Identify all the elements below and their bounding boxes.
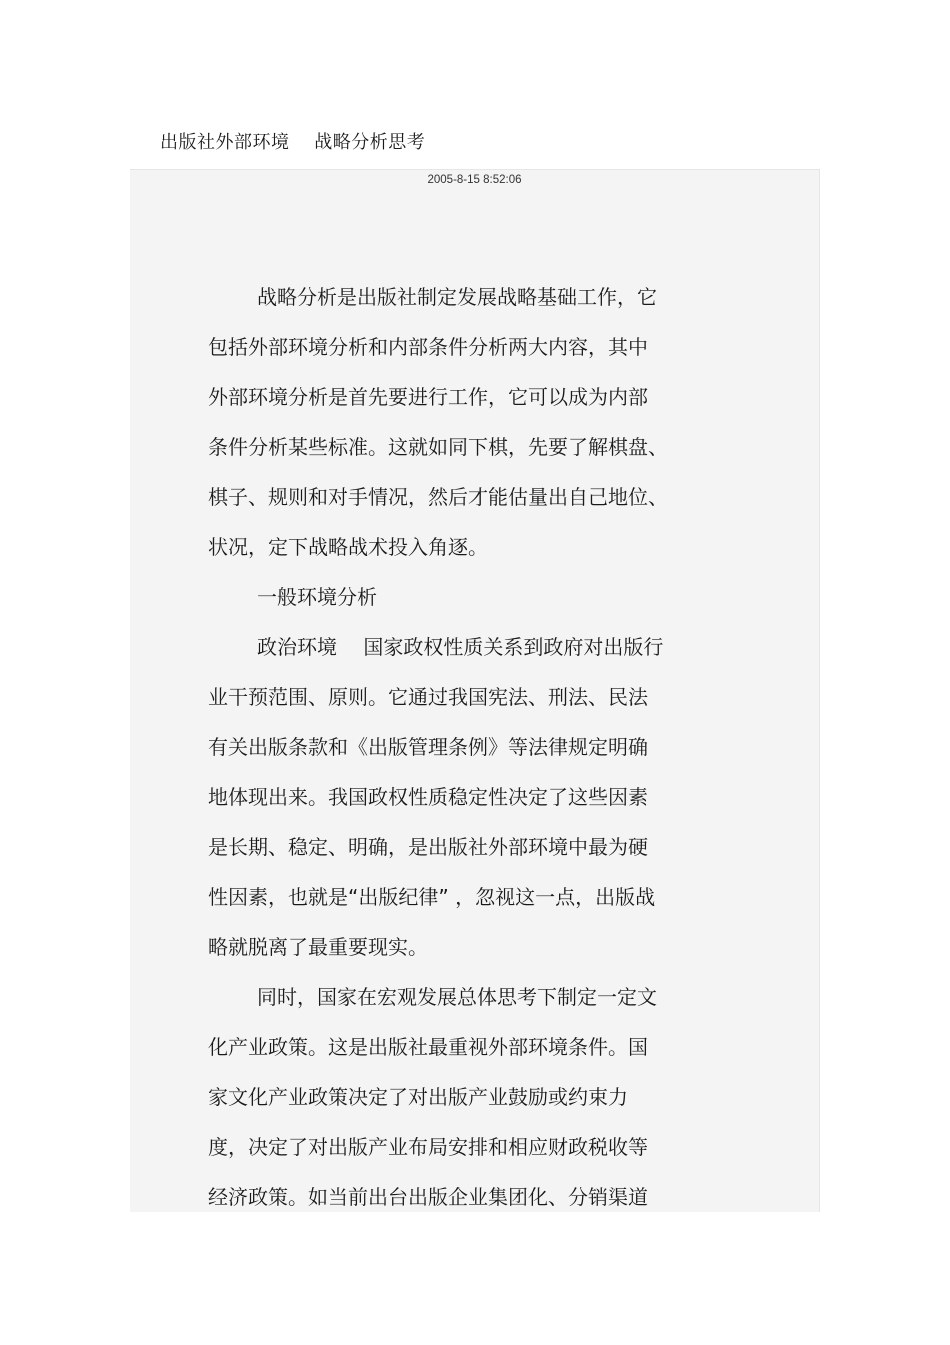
text-line: 同时，国家在宏观发展总体思考下制定一定文 [257, 985, 657, 1009]
text-line: 一般环境分析 [257, 585, 377, 609]
text-line: 外部环境分析是首先要进行工作，它可以成为内部 [208, 385, 648, 409]
text-line: 有关出版条款和《出版管理条例》等法律规定明确 [208, 735, 648, 759]
text-line: 棋子、规则和对手情况，然后才能估量出自己地位、 [208, 485, 668, 509]
publish-timestamp: 2005-8-15 8:52:06 [427, 174, 522, 186]
text-line: 化产业政策。这是出版社最重视外部环境条件。国 [208, 1035, 648, 1059]
text-line: 地体现出来。我国政权性质稳定性决定了这些因素 [208, 785, 648, 809]
text-line: 性因素，也就是“出版纪律” ，忽视这一点，出版战 [208, 885, 656, 909]
text-line: 经济政策。如当前出台出版企业集团化、分销渠道 [208, 1185, 648, 1209]
text-line: 家文化产业政策决定了对出版产业鼓励或约束力 [208, 1085, 628, 1109]
text-line: 状况，定下战略战术投入角逐。 [208, 535, 488, 559]
text-line: 是长期、稳定、明确，是出版社外部环境中最为硬 [208, 835, 648, 859]
text-line: 政治环境 国家政权性质关系到政府对出版行 [257, 635, 664, 659]
text-line: 略就脱离了最重要现实。 [208, 935, 428, 959]
text-line: 包括外部环境分析和内部条件分析两大内容，其中 [208, 335, 648, 359]
text-line: 条件分析某些标准。这就如同下棋，先要了解棋盘、 [208, 435, 668, 459]
document-title: 出版社外部环境 战略分析思考 [160, 132, 426, 153]
text-line: 战略分析是出版社制定发展战略基础工作，它 [257, 285, 657, 309]
text-line: 业干预范围、原则。它通过我国宪法、刑法、民法 [208, 685, 648, 709]
article-content-panel [130, 169, 820, 1212]
text-line: 度，决定了对出版产业布局安排和相应财政税收等 [208, 1135, 648, 1159]
